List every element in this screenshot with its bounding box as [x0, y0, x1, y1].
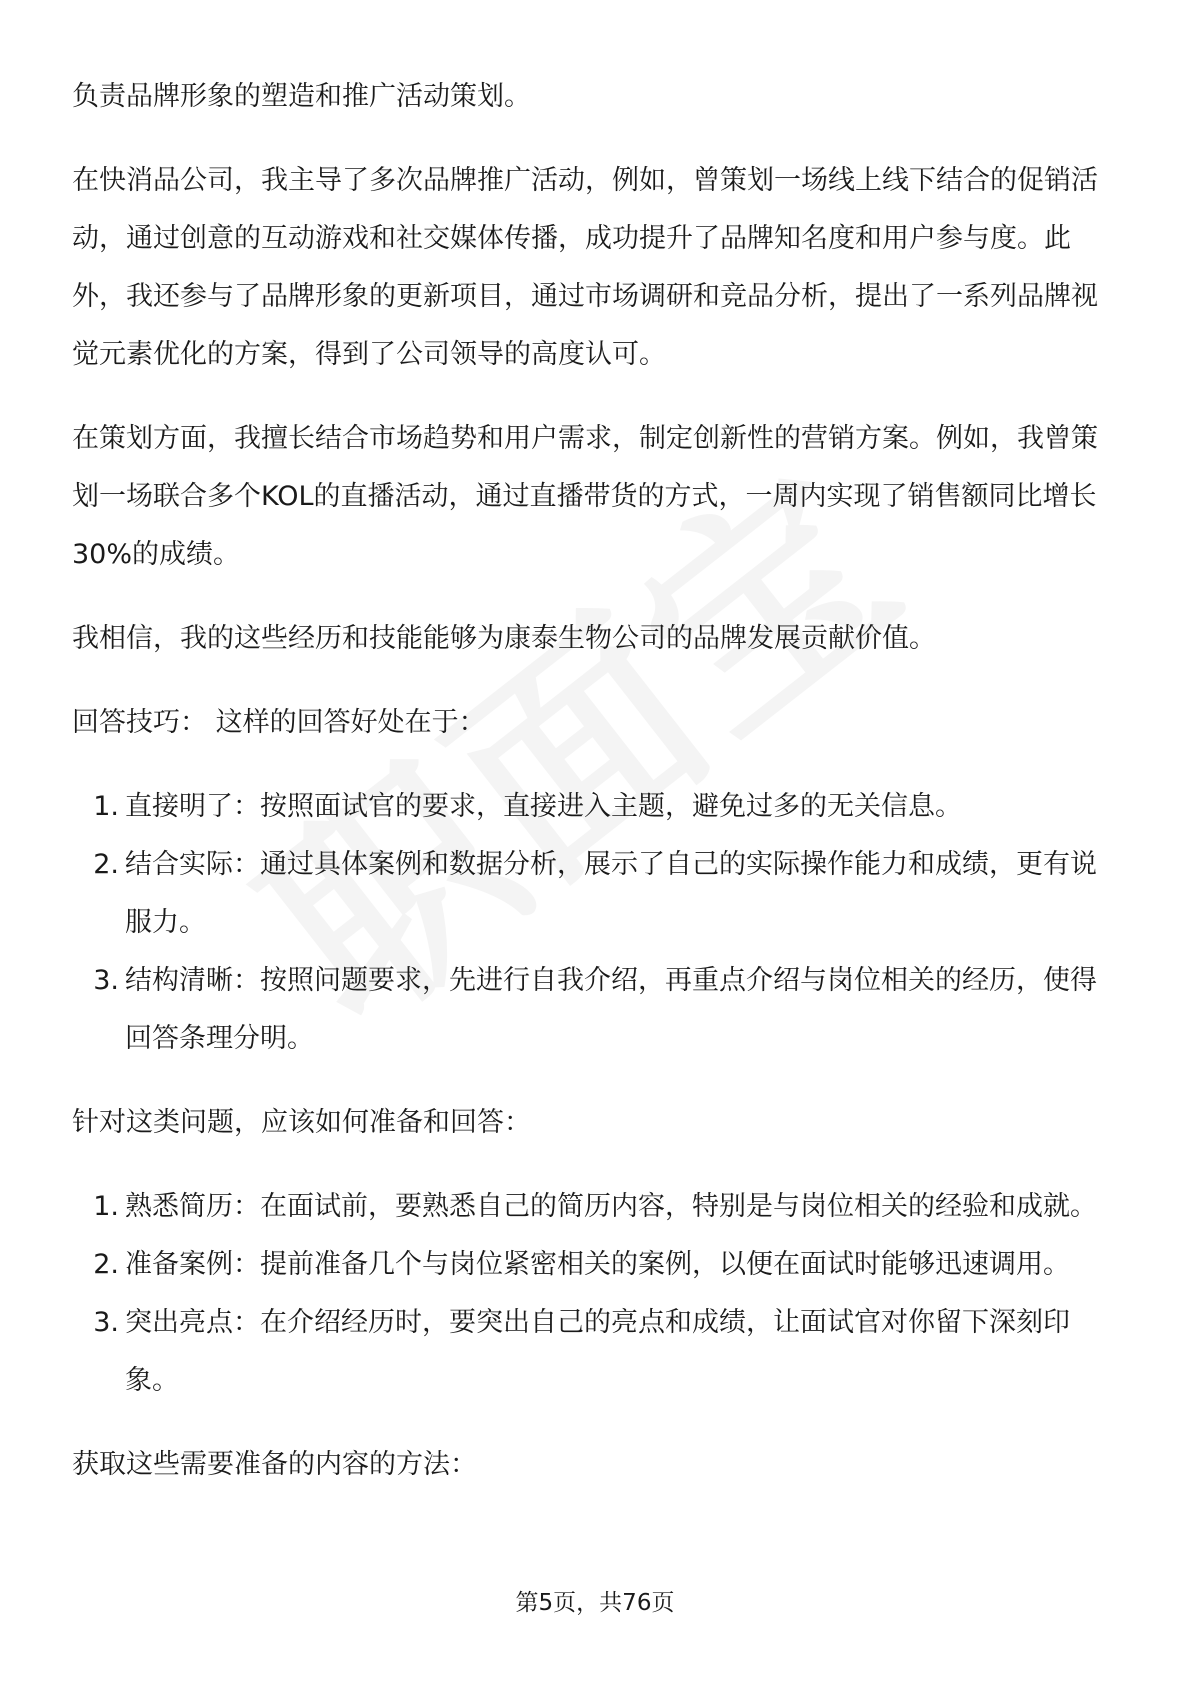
page-footer: 第5页，共76页	[515, 1590, 675, 1616]
list-item	[72, 836, 1122, 952]
list-item-number: 3.	[93, 1307, 119, 1338]
list-item-number: 2.	[93, 849, 119, 880]
paragraph-1: 负责品牌形象的塑造和推广活动策划。	[72, 81, 531, 112]
list-item-text: 直接明了：按照面试官的要求，直接进入主题，避免过多的无关信息。	[125, 791, 962, 822]
list-item-text: 结合实际：通过具体案例和数据分析，展示了自己的实际操作能力和成绩，更有说服力。	[125, 849, 1097, 938]
method-heading: 获取这些需要准备的内容的方法：	[72, 1449, 477, 1480]
list-item-number: 2.	[93, 1249, 119, 1280]
document-body	[72, 68, 1122, 1494]
paragraph-3: 在策划方面，我擅长结合市场趋势和用户需求，制定创新性的营销方案。例如，我曾策划一场联合多个KOL的直播活动，通过直播带货的方式，一周内实现了销售额同比增长30%的成绩。	[72, 423, 1098, 570]
list-item	[72, 1178, 1122, 1236]
list-item-number: 1.	[93, 1191, 119, 1222]
list-item	[72, 952, 1122, 1068]
list-item	[72, 1236, 1122, 1294]
list-item-text: 熟悉简历：在面试前，要熟悉自己的简历内容，特别是与岗位相关的经验和成就。	[125, 1191, 1097, 1222]
list-item-number: 1.	[93, 791, 119, 822]
list-item	[72, 1294, 1122, 1410]
prep-list	[72, 1178, 1122, 1410]
list-item-text: 突出亮点：在介绍经历时，要突出自己的亮点和成绩，让面试官对你留下深刻印象。	[125, 1307, 1070, 1396]
list-item-number: 3.	[93, 965, 119, 996]
tips-heading: 回答技巧： 这样的回答好处在于：	[72, 707, 486, 738]
prep-heading: 针对这类问题，应该如何准备和回答：	[72, 1107, 531, 1138]
paragraph-4: 我相信，我的这些经历和技能能够为康泰生物公司的品牌发展贡献价值。	[72, 623, 936, 654]
tips-list	[72, 778, 1122, 1068]
list-item	[72, 778, 1122, 836]
list-item-text: 准备案例：提前准备几个与岗位紧密相关的案例，以便在面试时能够迅速调用。	[125, 1249, 1070, 1280]
list-item-text: 结构清晰：按照问题要求，先进行自我介绍，再重点介绍与岗位相关的经历，使得回答条理分明。	[125, 965, 1097, 1054]
paragraph-2: 在快消品公司，我主导了多次品牌推广活动，例如，曾策划一场线上线下结合的促销活动，通过创意的互动游戏和社交媒体传播，成功提升了品牌知名度和用户参与度。此外，我还参与了品牌形象的更新项目，通过市场调研和竞品分析，提出了一系列品牌视觉元素优化的方案，得到了公司领导的高度认可。	[72, 165, 1098, 370]
